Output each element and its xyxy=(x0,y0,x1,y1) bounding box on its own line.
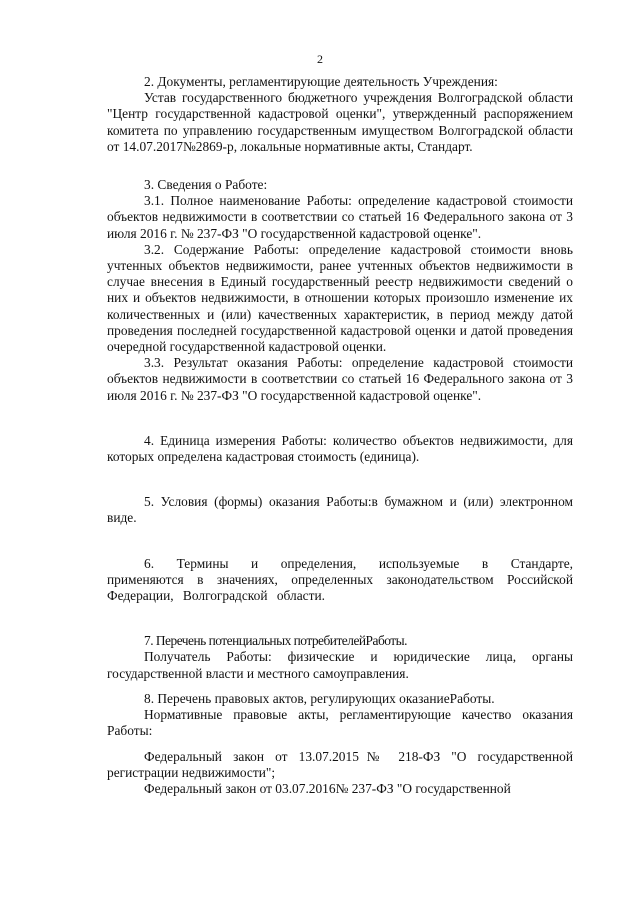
section-3-1-text: 3.1. Полное наименование Работы: определение кадастровой стоимости объектов недвижимости в соответствии со статьей 16 Федерального закона от 3 июля 2016 г. № 237-ФЗ "О государственной кадастровой оценке". xyxy=(107,193,573,241)
section-8-intro-text: Нормативные правовые акты, регламентирующие качество оказания Работы: xyxy=(107,707,573,739)
section-8-law-218: Федеральный закон от 13.07.2015№ 218-ФЗ "О государственной регистрации недвижимости"; xyxy=(107,748,573,780)
section-5-text: 5. Условия (формы) оказания Работы:в бумажном и (или) электронном виде. xyxy=(107,494,573,526)
page-number: 2 xyxy=(317,52,323,66)
section-7-text: Получатель Работы: физические и юридические лица, органы государственной власти и местного самоуправления. xyxy=(107,649,573,681)
section-8-heading: 8. Перечень правовых актов, регулирующих оказаниеРаботы. xyxy=(144,690,495,706)
section-3-heading: 3. Сведения о Работе: xyxy=(144,177,268,193)
section-8-law-237: Федеральный закон от 03.07.2016№ 237-ФЗ "О государственной xyxy=(144,780,511,796)
section-3-2-text: 3.2. Содержание Работы: определение кадастровой стоимости вновь учтенных объектов недвижимости, ранее учтенных объектов недвижимости в случае внесения в Единый государственный реестр недвижимости сведений о них и объектов недвижимости, в отношении которых произошло изменение их количественных и (или) качественных характеристик, в период между датой проведения последней государственной кадастровой оценки и датой проведения очередной государственной кадастровой оценки. xyxy=(107,241,573,355)
section-4-text: 4. Единица измерения Работы: количество объектов недвижимости, для которых определена кадастровая стоимость (единица). xyxy=(107,432,573,465)
section-6-text: 6. Термины и определения, используемые в Стандарте, применяются в значениях, определенных законодательством Российской Федерации, Волгоградской области. xyxy=(107,555,573,604)
document-body xyxy=(107,74,573,797)
section-7-heading: 7. Перечень потенциальных потребителейРаботы. xyxy=(144,633,407,649)
section-3-3-text: 3.3. Результат оказания Работы: определение кадастровой стоимости объектов недвижимости в соответствии со статьей 16 Федерального закона от 3 июля 2016 г. № 237-ФЗ "О государственной кадастровой оценке". xyxy=(107,355,573,403)
section-2-heading: 2. Документы, регламентирующие деятельность Учреждения: xyxy=(144,74,498,89)
section-2-text: Устав государственного бюджетного учреждения Волгоградской области "Центр государственной кадастровой оценки", утвержденный распоряжением комитета по управлению государственным имуществом Волгоградской области от 14.07.2017№2869-р, локальные нормативные акты, Стандарт. xyxy=(107,90,573,154)
